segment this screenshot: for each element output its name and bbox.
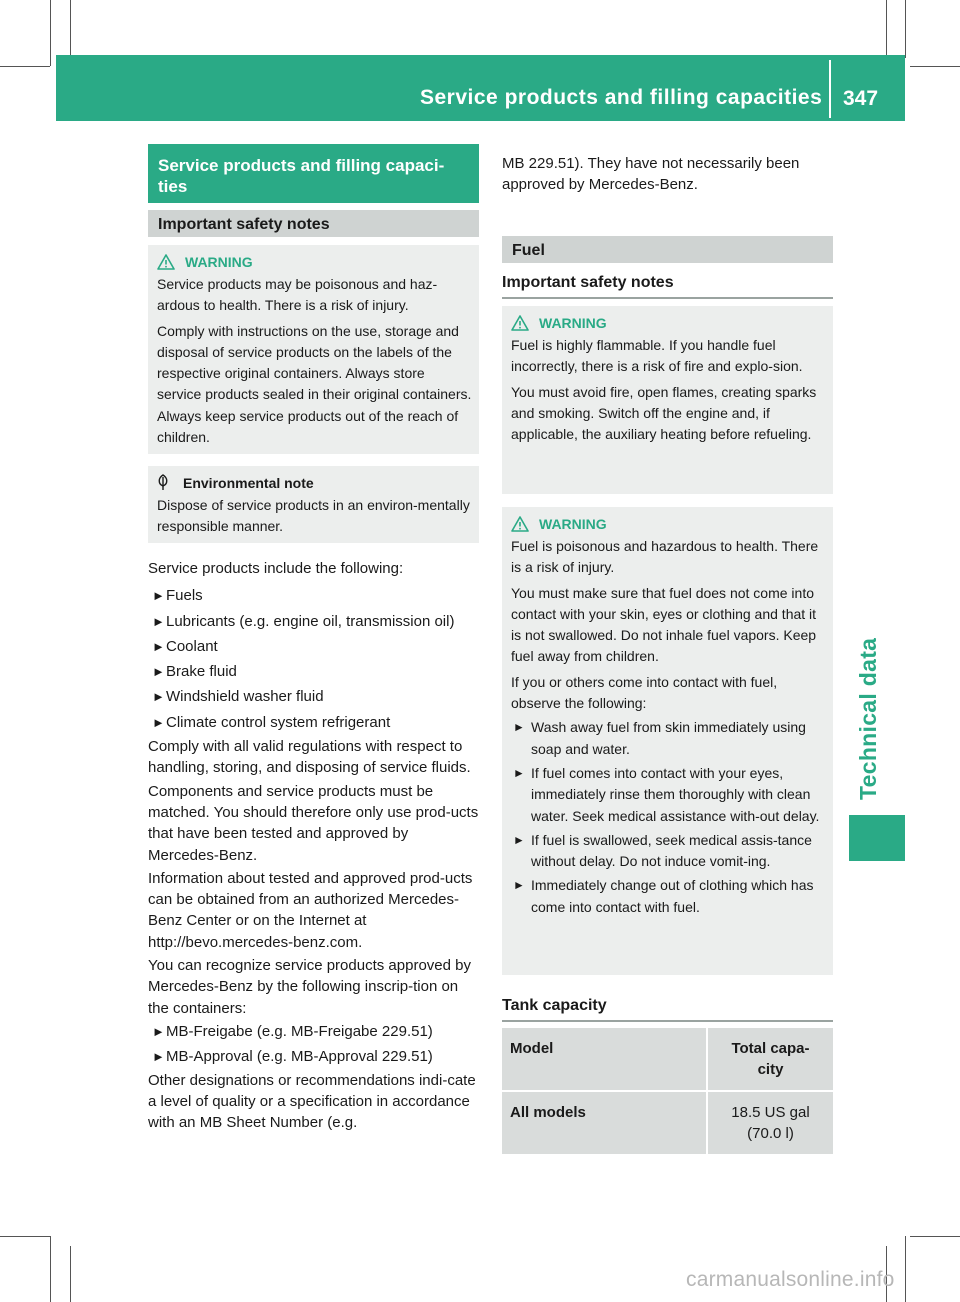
environmental-note-text: Dispose of service products in an environ-mentally responsible manner. — [157, 497, 470, 535]
page-number: 347 — [843, 87, 879, 110]
crop-mark — [905, 1236, 906, 1302]
warning-text: Fuel is highly flammable. If you handle fuel incorrectly, there is a risk of fire and explo-sion. — [511, 337, 803, 375]
list-item: ► Fuels — [152, 587, 203, 605]
tank-capacity-heading: Tank capacity — [502, 997, 607, 1014]
crop-mark — [70, 0, 71, 58]
service-products-list — [148, 583, 479, 735]
warning-label: WARNING — [185, 253, 253, 270]
safety-notes-heading: Important safety notes — [148, 210, 479, 237]
paragraph: You can recognize service products approved by Mercedes-Benz by the following inscrip-tion on the containers: — [148, 957, 471, 1017]
list-item: ► If fuel is swallowed, seek medical assis-tance without delay. Do not induce vomit-ing. — [513, 831, 812, 870]
intro-text: Service products include the following: — [148, 560, 404, 577]
list-item: ► Brake fluid — [152, 663, 237, 681]
crop-mark — [50, 1236, 51, 1302]
fuel-heading: Fuel — [502, 236, 833, 263]
chapter-tab-marker — [849, 815, 905, 861]
warning-text: Comply with instructions on the use, storage and disposal of service products on the labels of the respective original containers. Always store service products sealed in their original containers. Always keep service products out of the reach of children. — [157, 322, 472, 446]
paragraph: Other designations or recommendations indi-cate a level of quality or a specification in accordance with an MB Sheet Number (e.g. — [148, 1071, 476, 1132]
fuel-contact-list — [511, 717, 826, 918]
list-item: ► Climate control system refrigerant — [152, 713, 391, 731]
list-item: ► If fuel comes into contact with your eyes, immediately rinse them thoroughly with clean water. Seek medical assistance with-out delay. — [513, 764, 820, 824]
section-heading: Service products and filling capaci- ties — [148, 144, 479, 203]
crop-mark — [886, 0, 887, 58]
environmental-note-label: Environmental note — [183, 474, 314, 491]
header-divider — [829, 60, 831, 118]
warning-triangle-icon — [511, 315, 529, 331]
warning-box — [502, 306, 833, 494]
list-item: ► Wash away fuel from skin immediately using soap and water. — [513, 719, 806, 757]
crop-mark — [905, 0, 906, 58]
heading-rule — [502, 1020, 833, 1022]
warning-text: Service products may be poisonous and haz-ardous to health. There is a risk of injury. — [157, 276, 438, 314]
table-cell-model: All models — [502, 1091, 707, 1154]
fuel-safety-heading: Important safety notes — [502, 274, 674, 291]
warning-triangle-icon — [511, 516, 529, 532]
environment-leaf-icon — [157, 474, 169, 491]
table-row — [502, 1091, 833, 1154]
paragraph: Components and service products must be matched. You should therefore only use prod-ucts that have been tested and approved by Mercedes-Benz. — [148, 782, 479, 864]
warning-text: If you or others come into contact with fuel, observe the following: — [511, 673, 778, 712]
warning-text: You must avoid fire, open flames, creating sparks and smoking. Switch off the engine and, if applicable, the auxiliary heating before refueling. — [511, 383, 817, 443]
service-products-text — [148, 558, 479, 1133]
paragraph: Comply with all valid regulations with respect to handling, storing, and disposing of service fluids. — [148, 738, 471, 777]
heading-rule — [502, 297, 833, 299]
inscription-list — [148, 1019, 479, 1070]
continuation-text: MB 229.51). They have not necessarily been approved by Mercedes-Benz. — [502, 155, 800, 194]
table-header-row — [502, 1028, 833, 1091]
list-item: ► Lubricants (e.g. engine oil, transmission oil) — [152, 612, 455, 630]
table-header-capacity: Total capa- city — [707, 1028, 833, 1091]
crop-mark — [50, 0, 51, 66]
list-item: ► Immediately change out of clothing which has come into contact with fuel. — [513, 877, 814, 915]
warning-box — [502, 507, 833, 975]
table-header-model: Model — [502, 1028, 707, 1091]
table-cell-capacity: 18.5 US gal (70.0 l) — [707, 1091, 833, 1154]
environmental-note-box — [148, 466, 479, 543]
crop-mark — [0, 1236, 50, 1237]
chapter-tab-label: Technical data — [855, 637, 881, 800]
list-item: ► MB-Freigabe (e.g. MB-Freigabe 229.51) — [152, 1022, 433, 1040]
crop-mark — [910, 1236, 960, 1237]
warning-text: You must make sure that fuel does not come into contact with your skin, eyes or clothing and that it is not swallowed. Do not inhale fuel vapors. Keep fuel away from children. — [511, 584, 817, 665]
page-title: Service products and filling capacities — [420, 86, 823, 109]
crop-mark — [910, 66, 960, 67]
paragraph: Information about tested and approved prod-ucts can be obtained from an authorized Mercedes-Benz Center or on the Internet at http://bevo.mercedes-benz.com. — [148, 869, 473, 951]
warning-box — [148, 245, 479, 454]
crop-mark — [70, 1246, 71, 1302]
list-item: ► Windshield washer fluid — [152, 688, 324, 706]
list-item: ► MB-Approval (e.g. MB-Approval 229.51) — [152, 1048, 433, 1066]
crop-mark — [0, 66, 50, 67]
warning-label: WARNING — [539, 515, 607, 532]
warning-label: WARNING — [539, 314, 607, 331]
warning-text: Fuel is poisonous and hazardous to health. There is a risk of injury. — [511, 538, 819, 576]
warning-triangle-icon — [157, 254, 175, 270]
watermark: carmanualsonline.info — [686, 1268, 895, 1291]
list-item: ► Coolant — [152, 637, 218, 655]
tank-capacity-table — [502, 1028, 833, 1154]
